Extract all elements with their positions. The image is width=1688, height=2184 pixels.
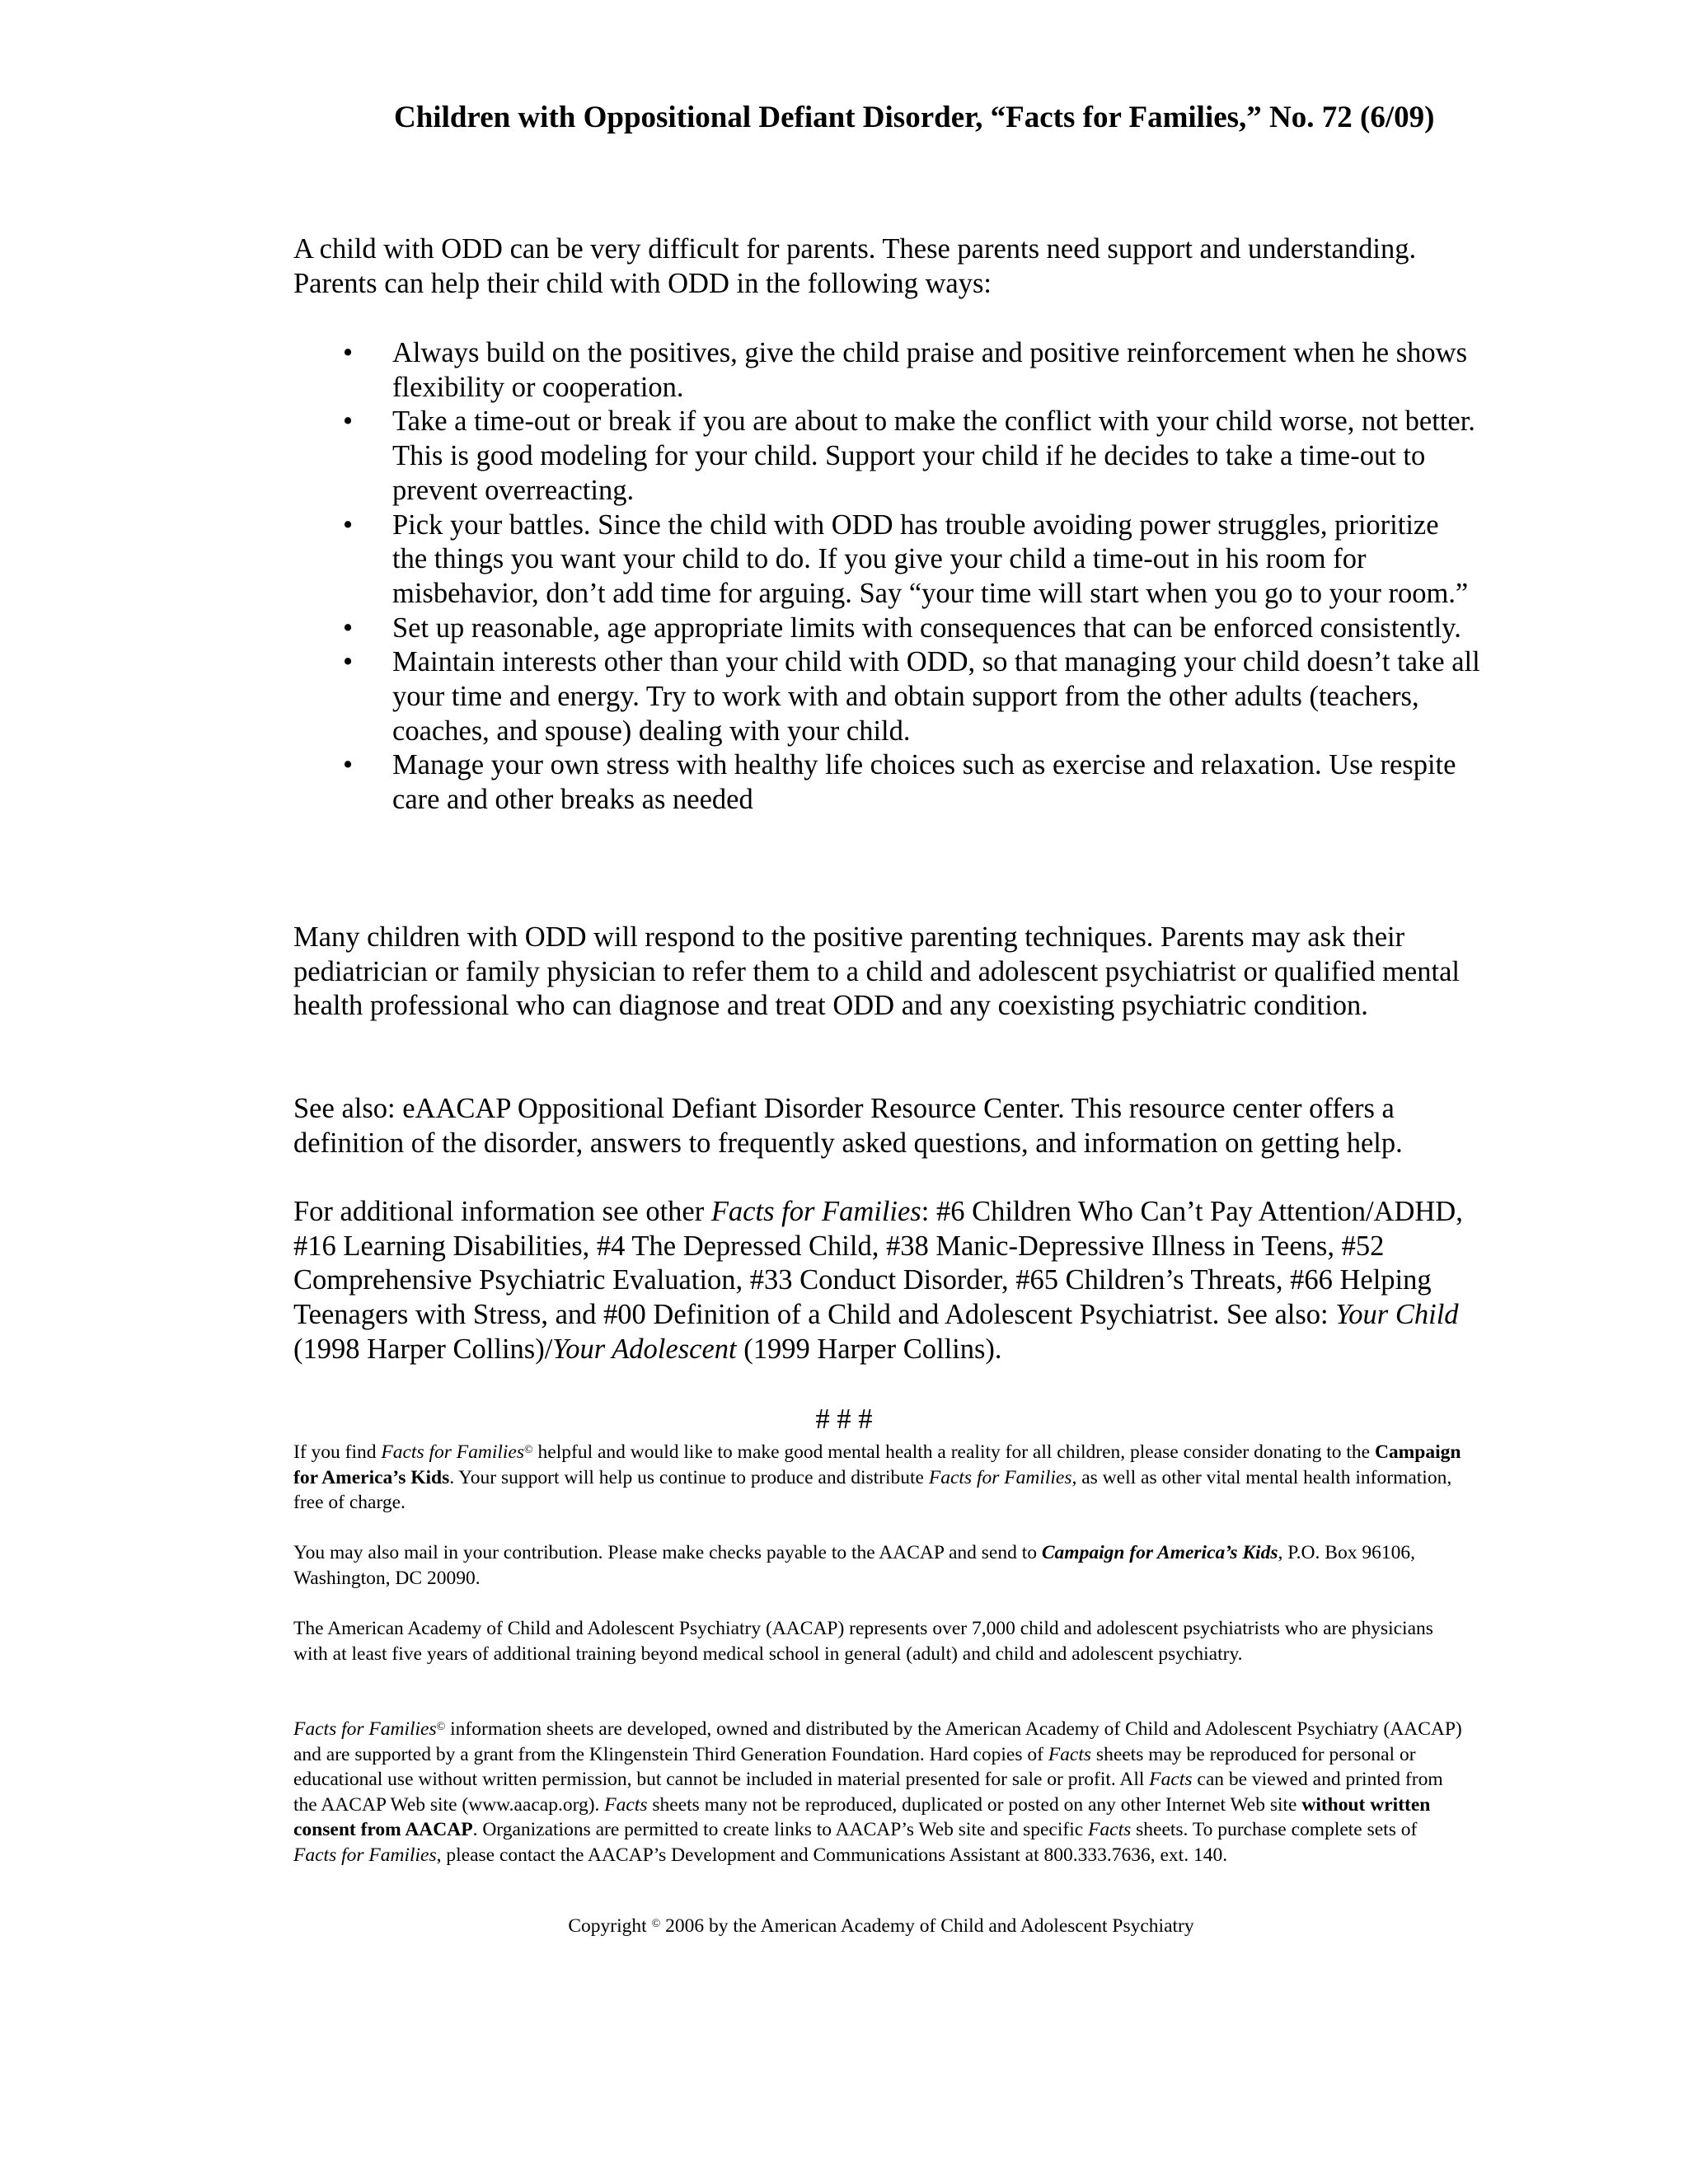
treatment-text: Many children with ODD will respond to the positive parenting techniques. Parents may ask their pediatrician or family physician to refer them to a child and adolescent psychiatrist or qualified mental health professional who can diagnose and treat ODD and any coexisting psychiatric condition. <box>293 921 1460 1022</box>
donation-paragraph: If you find Facts for Families© helpful and would like to make good mental health a reality for all children, please consider donating to the Campaign for America’s Kids. Your support will help us continue to produce and distribute Facts for Families, as well as other vital mental health information, free of charge. <box>293 1441 1461 1513</box>
list-item-text: Maintain interests other than your child with ODD, so that managing your child doesn’t take all your time and energy. Try to work with and obtain support from the other adults (teachers, coaches, and spouse) dealing with your child. <box>392 646 1480 747</box>
see-also-paragraph <box>293 1092 1480 1160</box>
additional-info-paragraph <box>293 1195 1480 1367</box>
copyright-symbol: © <box>651 1918 661 1930</box>
document-title: Children with Oppositional Defiant Disorder, “Facts for Families,” No. 72 (6/09) <box>394 101 1435 134</box>
treatment-paragraph <box>293 921 1480 1024</box>
list-item-text: Set up reasonable, age appropriate limits with consequences that can be enforced consistently. <box>392 612 1461 644</box>
facts-for-families-ref: Facts for Families <box>710 1196 921 1227</box>
aacap-info-paragraph: The American Academy of Child and Adolescent Psychiatry (AACAP) represents over 7,000 child and adolescent psychiatrists who are physicians with at least five years of additional training beyond medical school in general (adult) and child and adolescent psychiatry. <box>293 1618 1433 1665</box>
list-item <box>293 748 1480 817</box>
list-item <box>293 612 1480 646</box>
list-item-text: Take a time-out or break if you are about to make the conflict with your child worse, not better. This is good modeling for your child. Support your child if he decides to take a time-out to prevent overreacting. <box>392 405 1475 506</box>
bullet-icon: • <box>343 749 354 781</box>
legal-paragraph: Facts for Families© information sheets are developed, owned and distributed by the American Academy of Child and Adolescent Psychiatry (AACAP) and are supported by a grant from the Klingenstein Third Generation Foundation. Hard copies of Facts sheets may be reproduced for personal or educational use without written permission, but cannot be included in material presented for sale or profit. All Facts can be viewed and printed from the AACAP Web site (www.aacap.org). Facts sheets many not be reproduced, duplicated or posted on any other Internet Web site without written consent from AACAP. Organizations are permitted to create links to AACAP’s Web site and specific Facts sheets. To purchase complete sets of Facts for Families, please contact the AACAP’s Development and Communications Assistant at 800.333.7636, ext. 140. <box>293 1718 1462 1866</box>
bullet-icon: • <box>343 405 354 438</box>
parenting-tips-list <box>293 336 1480 818</box>
intro-text: A child with ODD can be very difficult for parents. These parents need support and understanding. Parents can help their child with ODD in the following ways: <box>293 233 1417 299</box>
bullet-icon: • <box>343 612 354 644</box>
list-item-text: Manage your own stress with healthy life choices such as exercise and relaxation. Use respite care and other breaks as needed <box>392 749 1456 816</box>
list-item-text: Always build on the positives, give the child praise and positive reinforcement when he shows flexibility or cooperation. <box>392 337 1468 403</box>
campaign-name: Campaign for America’s Kids <box>1041 1542 1278 1563</box>
copyright-symbol: © <box>436 1721 446 1733</box>
list-item <box>293 405 1480 508</box>
see-also-text: See also: eAACAP Oppositional Defiant Disorder Resource Center. This resource center offers a definition of the disorder, answers to frequently asked questions, and information on getting help. <box>293 1093 1403 1159</box>
list-item <box>293 645 1480 748</box>
copyright-symbol: © <box>524 1444 533 1456</box>
list-item <box>293 336 1480 405</box>
book-title: Your Child <box>1335 1299 1459 1331</box>
list-item-text: Pick your battles. Since the child with ODD has trouble avoiding power struggles, prioritize the things you want your child to do. If you give your child a time-out in his room for misbehavior, don’t add time for arguing. Say “your time will start when you go to your room.” <box>392 509 1469 609</box>
copyright-notice: Copyright © 2006 by the American Academy of Child and Adolescent Psychiatry <box>568 1915 1194 1937</box>
section-end-marker: # # # <box>815 1404 873 1435</box>
campaign-name: Campaign for America’s Kids <box>293 1441 1461 1488</box>
bullet-icon: • <box>343 509 354 541</box>
bullet-icon: • <box>343 646 354 678</box>
list-item <box>293 509 1480 612</box>
bullet-icon: • <box>343 337 354 368</box>
additional-info-text: For additional information see other Facts for Families: #6 Children Who Can’t Pay Attention/ADHD, #16 Learning Disabilities, #4 The Depressed Child, #38 Manic-Depressive Illness in Teens, #52 Comprehensive Psychiatric Evaluation, #33 Conduct Disorder, #65 Children’s Threats, #66 Helping Teenagers with Stress, and #00 Definition of a Child and Adolescent Psychiatrist. See also: Your Child (1998 Harper Collins)/Your Adolescent (1999 Harper Collins). <box>293 1196 1463 1365</box>
intro-paragraph <box>293 232 1480 301</box>
mail-contribution-paragraph: You may also mail in your contribution. Please make checks payable to the AACAP and send to Campaign for America’s Kids, P.O. Box 96106, Washington, DC 20090. <box>293 1542 1415 1589</box>
book-title: Your Adolescent <box>552 1333 737 1365</box>
